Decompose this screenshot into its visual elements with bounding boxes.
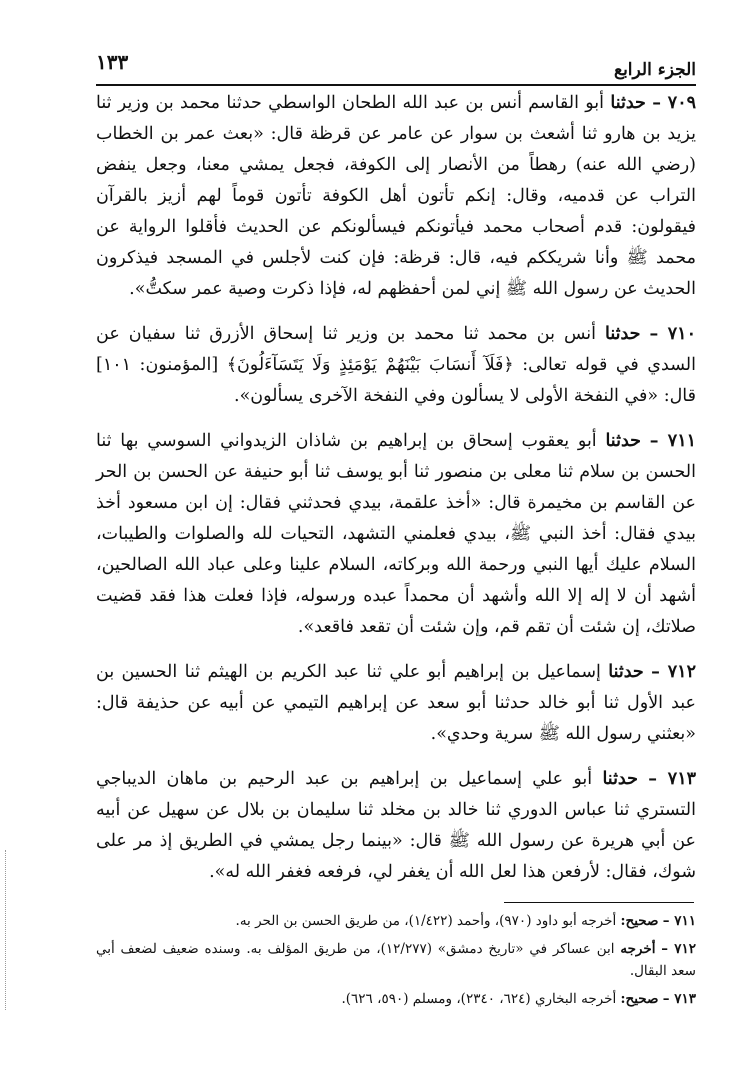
footnote-number: ٧١١ – xyxy=(662,913,696,929)
footnote-text: أخرجه البخاري (٦٢٤، ٢٣٤٠)، ومسلم (٥٩٠، ٦٢٦). xyxy=(341,991,617,1007)
hadith-lead: حدثنا xyxy=(605,431,641,451)
hadith-number: ٧٠٩ – xyxy=(652,93,696,113)
hadith-text: أنس بن محمد ثنا محمد بن وزير ثنا إسحاق الأزرق ثنا سفيان عن السدي في قوله تعالى: ﴿فَلَآ أَنسَابَ بَيْنَهُمْ يَوْمَئِذٍ وَلَا يَتَسَآءَلُونَ﴾ [المؤمنون: ١٠١] قال: «في النفخة الأولى لا يسألون وفي النفخة الآخرى يسألون». xyxy=(96,324,696,406)
hadith-text: أبو القاسم أنس بن عبد الله الطحان الواسطي حدثنا محمد بن وزير ثنا يزيد بن هارو ثنا أشعث بن سوار عن عامر عن قرظة قال: «بعث عمر بن الخطاب (رضي الله عنه) رهطاً من الأنصار إلى الكوفة، فجعل يمشي معنا، وجعل ينفض التراب عن قدميه، وقال: إنكم تأتون أهل الكوفة تأتون قوماً لهم أزيز بالقرآن فيقولون: قدم أصحاب محمد فيأتونكم فيسألونكم عن الحديث فأقلوا الرواية عن محمد ﷺ وأنا شريككم فيه، قال: قرظة: فإن كنت لأجلس في المسجد فيذكرون الحديث عن رسول الله ﷺ إني لمن أحفظهم له، فإذا ذكرت وصية عمر سكتُّ». xyxy=(96,93,696,299)
hadith-text: إسماعيل بن إبراهيم أبو علي ثنا عبد الكريم بن الهيثم ثنا الحسين بن عبد الأول ثنا أبو خالد حدثنا أبو سعد عن إبراهيم التيمي عن أبيه عن حذيفة قال: «بعثني رسول الله ﷺ سرية وحدي». xyxy=(96,662,696,744)
hadith-lead: حدثنا xyxy=(602,769,638,789)
footnote-number: ٧١٣ – xyxy=(662,991,696,1007)
footnote-number: ٧١٢ – xyxy=(661,941,697,957)
hadith-number: ٧١٠ – xyxy=(649,324,696,344)
footnote-lead: صحيح: xyxy=(620,991,659,1007)
hadith-lead: حدثنا xyxy=(608,662,644,682)
hadith-text: أبو علي إسماعيل بن إبراهيم بن عبد الرحيم بن ماهان الديباجي التستري ثنا عباس الدوري ثنا خالد بن مخلد ثنا سليمان بن بلال عن سهيل عن أبيه عن أبي هريرة عن رسول الله ﷺ قال: «بينما رجل يمشي في الطريق إذ مر على شوك، فقال: لأرفعن هذا لعل الله أن يغفر لي، فرفعه فغفر الله له». xyxy=(96,769,696,882)
hadith-lead: حدثنا xyxy=(610,93,646,113)
footnote-separator xyxy=(504,902,694,903)
page-header xyxy=(96,40,696,84)
hadith-713 xyxy=(96,764,696,888)
footnote-lead: صحيح: xyxy=(620,913,659,929)
hadith-710 xyxy=(96,319,696,412)
hadith-number: ٧١١ – xyxy=(649,431,696,451)
scan-margin-mark xyxy=(5,850,8,1010)
footnote-712 xyxy=(96,938,696,982)
hadith-number: ٧١٢ – xyxy=(651,662,696,682)
footnotes xyxy=(96,910,696,1016)
footnote-lead: أخرجه xyxy=(620,941,656,957)
header-title: الجزء الرابع xyxy=(614,60,696,80)
main-text xyxy=(96,88,696,902)
footnote-text: أخرجه أبو داود (٩٧٠)، وأحمد (١/٤٢٢)، من طريق الحسن بن الحر به. xyxy=(235,913,617,929)
footnote-713 xyxy=(96,988,696,1010)
page-number: ١٣٣ xyxy=(96,50,129,74)
footnote-text: ابن عساكر في «تاريخ دمشق» (١٢/٢٧٧)، من طريق المؤلف به. وسنده ضعيف لضعف أبي سعد البقال. xyxy=(96,941,696,979)
hadith-711 xyxy=(96,426,696,643)
footnote-711 xyxy=(96,910,696,932)
hadith-712 xyxy=(96,657,696,750)
hadith-number: ٧١٣ – xyxy=(648,769,696,789)
hadith-text: أبو يعقوب إسحاق بن إبراهيم بن شاذان الزيدواني السوسي بها ثنا الحسن بن سلام ثنا معلى بن منصور ثنا أبو يوسف ثنا أبو حنيفة عن الحسن بن الحر عن القاسم بن مخيمرة قال: «أخذ علقمة، بيدي فحدثني فقال: إن ابن مسعود أخذ بيدي فقال: أخذ النبي ﷺ، بيدي فعلمني التشهد، التحيات لله والصلوات والطيبات، السلام عليك أيها النبي ورحمة الله وبركاته، السلام علينا وعلى عباد الله الصالحين، أشهد أن لا إله إلا الله وأشهد أن محمداً عبده ورسوله، فإذا فعلت هذا فقد قضيت صلاتك، إن شئت أن تقم قم، وإن شئت أن تقعد فاقعد». xyxy=(96,431,696,637)
hadith-lead: حدثنا xyxy=(605,324,641,344)
header-rule xyxy=(96,84,696,86)
hadith-709 xyxy=(96,88,696,305)
